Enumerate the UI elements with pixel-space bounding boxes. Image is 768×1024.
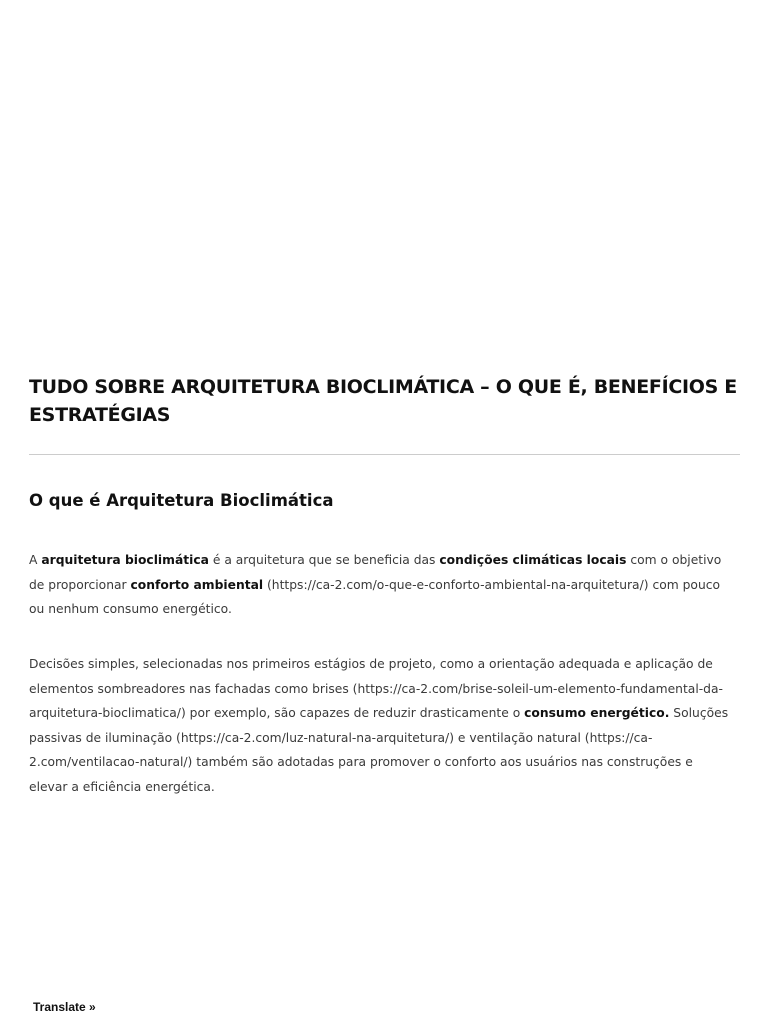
paragraph-decisions	[29, 652, 729, 800]
bold-term-arquitetura-bioclimatica: arquitetura bioclimática	[41, 553, 209, 567]
bold-term-conforto-ambiental: conforto ambiental	[130, 577, 264, 592]
text-run: com o objetivo de proporcionar	[29, 553, 722, 592]
text-run: é a arquitetura que se beneficia das	[208, 553, 440, 567]
translate-link[interactable]: Translate »	[33, 1000, 96, 1014]
title-divider	[29, 454, 740, 455]
section-heading: O que é Arquitetura Bioclimática	[29, 491, 334, 510]
bold-term-consumo-energetico: consumo energético.	[524, 706, 670, 721]
bold-term-condicoes-climaticas: condições climáticas locais	[439, 553, 627, 567]
text-run: Decisões simples, selecionadas nos primeiros estágios de projeto, como a orientação adequada e aplicação de elementos sombreadores nas fachadas como brises (https://ca-2.com/brise-soleil-um-elemento-fundamental-da-arquitetura-bioclimatica/) por exemplo, são capazes de reduzir drasticamente o	[29, 657, 723, 721]
text-run: Soluções passivas de iluminação (https://ca-2.com/luz-natural-na-arquitetura/) e ventilação natural (https://ca-2.com/ventilacao-natural/) também são adotadas para promover o conforto aos usuários nas construções e elevar a eficiência energética.	[29, 706, 729, 794]
paragraph-definition	[29, 548, 729, 622]
text-run: (https://ca-2.com/o-que-e-conforto-ambiental-na-arquitetura/) com pouco ou nenhum consumo energético.	[29, 577, 721, 617]
page-title: TUDO SOBRE ARQUITETURA BIOCLIMÁTICA – O QUE É, BENEFÍCIOS E ESTRATÉGIAS	[29, 376, 737, 426]
text-run: A	[29, 553, 42, 567]
